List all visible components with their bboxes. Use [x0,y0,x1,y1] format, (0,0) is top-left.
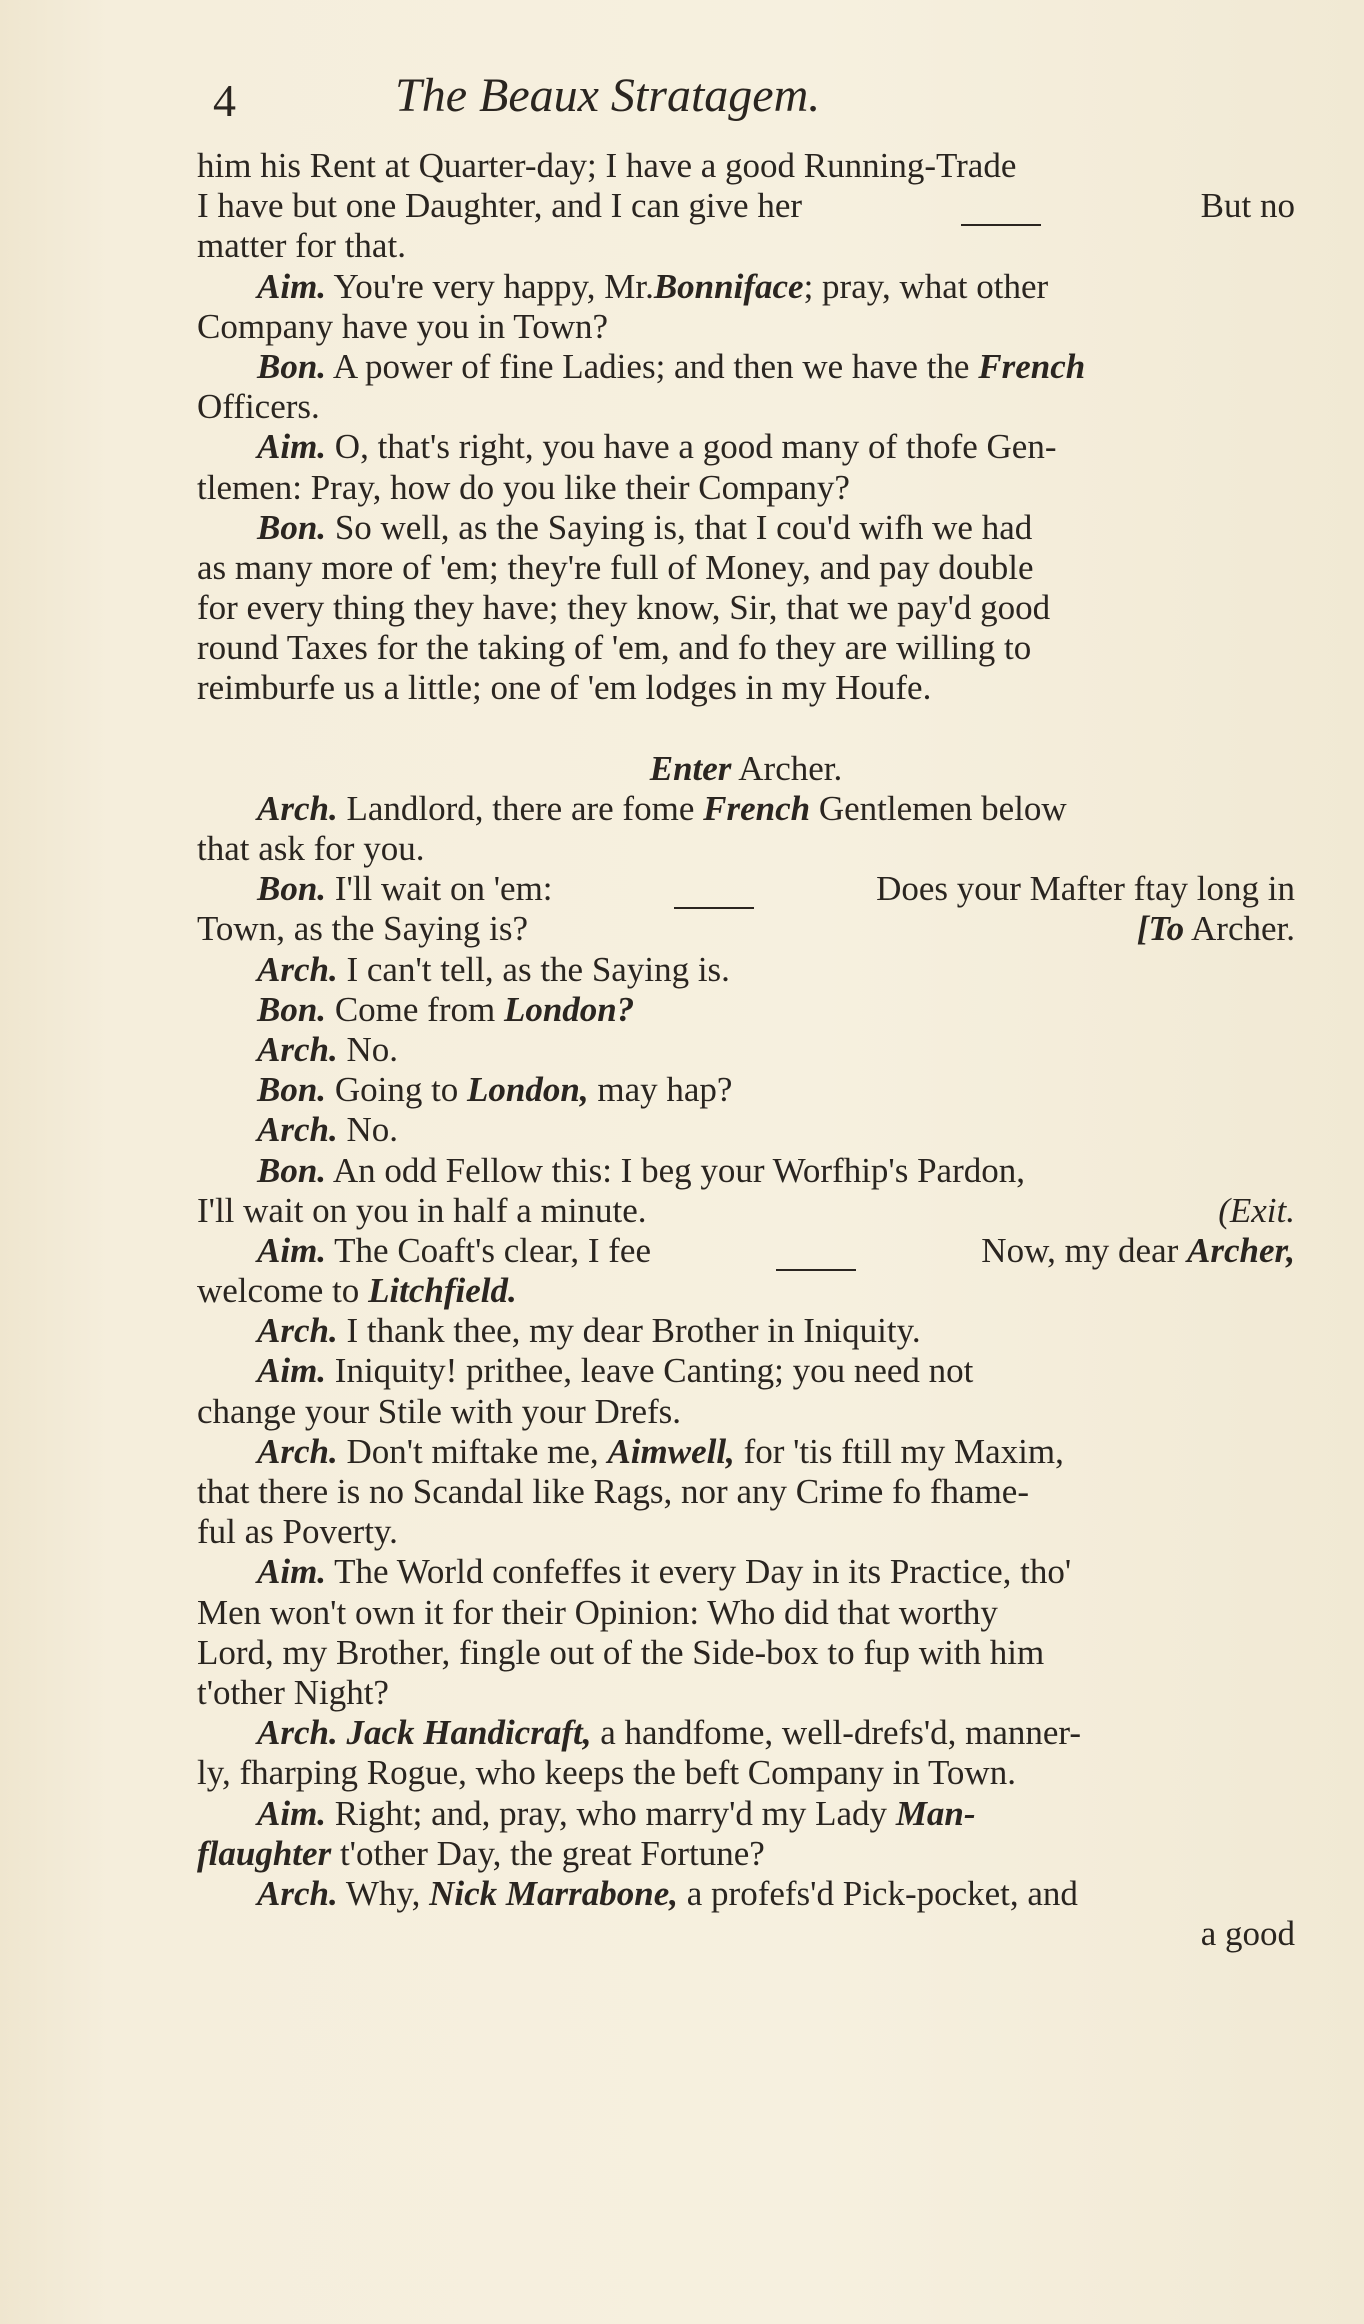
speech-line: Aim. The World confeffes it every Day in its Practice, tho' [257,1552,1072,1592]
text-line: ful as Poverty. [197,1512,398,1552]
speaker-name: Arch. [257,788,338,828]
text-line: round Taxes for the taking of 'em, and fo they are willing to [197,628,1032,668]
character-name: Man- [895,1793,976,1833]
speech-line: Bon. Going to London, may hap? [257,1070,733,1110]
stage-direction: [To Archer. [1136,909,1295,949]
dash [961,186,1041,226]
page-number: 4 [213,75,236,126]
character-name: Archer, [1187,1230,1295,1270]
stage-direction: Enter Archer. [649,748,843,788]
play-text [197,146,1295,1954]
text-line: I'll wait on you in half a minute. (Exit. [197,1190,1295,1230]
speaker-name: Aim. [257,1552,327,1592]
stage-direction: (Exit. [1218,1190,1295,1230]
speaker-name: Bon. [257,1150,327,1190]
text-line: that ask for you. [197,829,425,868]
speaker-name: Bon. [257,989,327,1029]
nation-name: French [703,788,811,828]
speech-line: Arch. Landlord, there are fome French Gentlemen below [257,788,1067,828]
speaker-name: Aim. [257,1230,327,1270]
speech-line: Aim. O, that's right, you have a good many of thofe Gen- [257,427,1057,467]
text-line: that there is no Scandal like Rags, nor any Crime fo fhame- [197,1472,1029,1511]
text-line: for every thing they have; they know, Sir, that we pay'd good [197,588,1051,628]
speech-line: Aim. You're very happy, Mr.Bonniface; pray, what other [257,266,1049,306]
speaker-name: Bon. [257,507,327,547]
place-name: London, [467,1070,589,1110]
speech-line: Arch. No. [257,1110,398,1150]
speaker-name: Arch. [257,1873,338,1913]
speech-line: Aim. Right; and, pray, who marry'd my Lady Man- [257,1793,976,1833]
place-name: Litchfield. [368,1271,517,1311]
text-line: as many more of 'em; they're full of Money, and pay double [197,547,1034,587]
speech-line: Bon. So well, as the Saying is, that I cou'd wifh we had [257,507,1033,547]
text-line: Officers. [197,387,320,427]
speaker-name: Aim. [257,427,327,467]
speaker-name: Arch. [257,1713,338,1753]
speech-line: Bon. Come from London? [257,989,635,1029]
speaker-name: Arch. [257,1431,338,1471]
dash [674,869,754,909]
speaker-name: Arch. [257,949,338,989]
speech-line: Arch. I can't tell, as the Saying is. [257,949,730,989]
text-line: Lord, my Brother, fingle out of the Side-box to fup with him [197,1632,1045,1672]
text-line: flaughter t'other Day, the great Fortune? [197,1833,765,1873]
text-line: change your Stile with your Drefs. [197,1391,682,1431]
speaker-name: Arch. [257,1110,338,1150]
speech-line: Arch. I thank thee, my dear Brother in Iniquity. [257,1311,921,1351]
speech-line: Arch. No. [257,1029,398,1069]
character-name: flaughter [197,1833,332,1873]
speaker-name: Bon. [257,1070,327,1110]
character-name: Aimwell, [607,1431,735,1471]
dash [776,1231,856,1271]
text-line: I have but one Daughter, and I can give her But no [197,186,1295,226]
page-header [195,68,1295,128]
speech-line: Arch. Jack Handicraft, a handfome, well-drefs'd, manner- [257,1713,1082,1753]
text-line: him his Rent at Quarter-day; I have a good Running-Trade [197,146,1017,185]
speaker-name: Bon. [257,869,327,909]
character-name: Bonniface [653,266,804,306]
running-title: The Beaux Stratagem. [395,69,821,122]
speech-line: Bon. An odd Fellow this: I beg your Worfhip's Pardon, [257,1150,1025,1190]
speaker-name: Aim. [257,266,327,306]
speaker-name: Arch. [257,1311,338,1351]
character-name: Jack Handicraft, [346,1713,592,1753]
text-line: ly, fharping Rogue, who keeps the beft Company in Town. [197,1753,1016,1793]
speech-line: Bon. I'll wait on 'em: Does your Mafter ftay long in [257,869,1295,909]
speaker-name: Aim. [257,1351,327,1391]
text-line: Company have you in Town? [197,306,609,346]
text-line: Men won't own it for their Opinion: Who did that worthy [197,1592,998,1632]
speech-line: Aim. The Coaft's clear, I fee Now, my dear Archer, [257,1230,1295,1270]
text-line: Town, as the Saying is? [To Archer. [197,909,1295,949]
speech-line: Arch. Why, Nick Marrabone, a profefs'd Pick-pocket, and [257,1873,1078,1913]
text-line: welcome to Litchfield. [197,1271,517,1311]
text-line: t'other Night? [197,1672,389,1712]
place-name: London? [503,989,635,1029]
nation-name: French [978,346,1086,386]
speaker-name: Arch. [257,1029,338,1069]
speech-line: Arch. Don't miftake me, Aimwell, for 'tis ftill my Maxim, [257,1431,1064,1471]
speech-line: Bon. A power of fine Ladies; and then we have the French [257,346,1086,386]
text-line: matter for that. [197,226,406,266]
speaker-name: Bon. [257,346,327,386]
speaker-name: Aim. [257,1793,327,1833]
speech-line: Aim. Iniquity! prithee, leave Canting; you need not [257,1351,974,1391]
catchword: a good [1200,1914,1295,1954]
text-line: reimburfe us a little; one of 'em lodges in my Houfe. [197,668,932,708]
character-name: Nick Marrabone, [429,1873,679,1913]
text-line: tlemen: Pray, how do you like their Company? [197,467,850,507]
